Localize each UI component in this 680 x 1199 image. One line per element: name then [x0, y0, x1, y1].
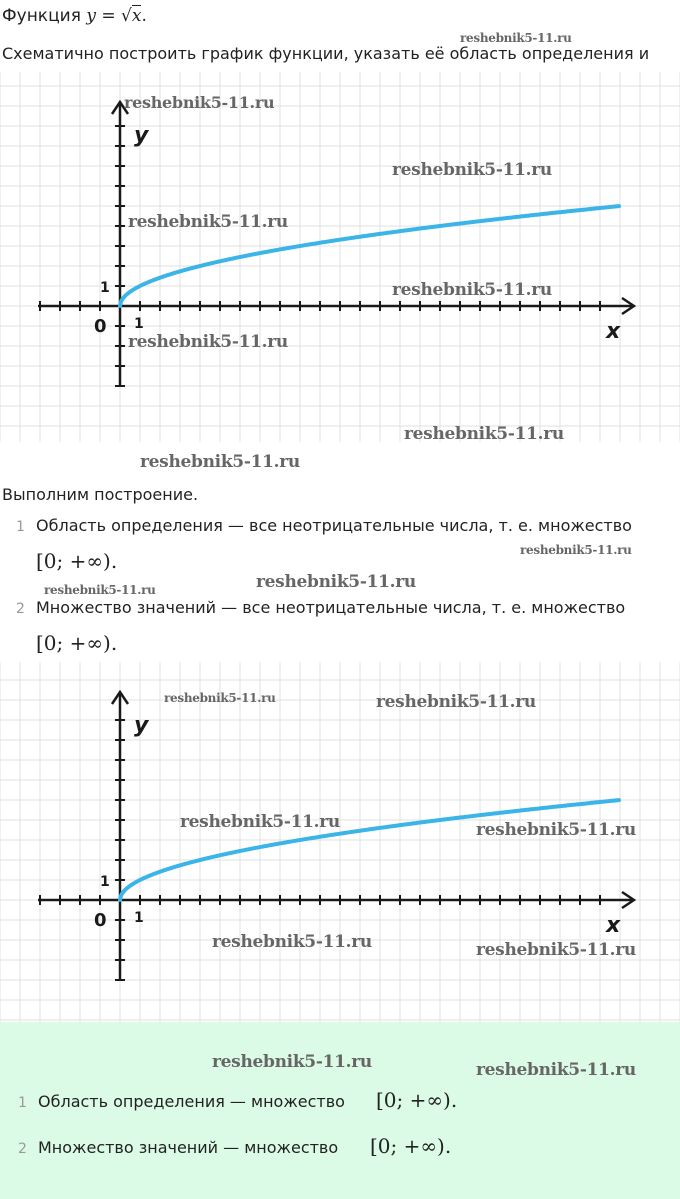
watermark: reshebnik5-11.ru: [520, 543, 632, 557]
watermark: reshebnik5-11.ru: [376, 692, 536, 712]
title-prefix: Функция: [2, 6, 81, 26]
watermark: reshebnik5-11.ru: [392, 280, 552, 300]
solution-item-math: [0; +∞).: [36, 631, 118, 655]
tick-x-label: 1: [134, 316, 144, 332]
formula-radicand: x: [131, 6, 142, 26]
answer-item-text: Множество значений — множество: [38, 1138, 339, 1157]
formula-var: y: [86, 6, 96, 26]
answer-item-text: Область определения — множество: [38, 1092, 345, 1111]
watermark: reshebnik5-11.ru: [44, 583, 156, 597]
watermark: reshebnik5-11.ru: [180, 812, 340, 832]
answer-box: [0, 1022, 680, 1199]
watermark: reshebnik5-11.ru: [476, 1060, 636, 1080]
solution-item-text: Область определения — все неотрицательные числа, т. е. множество: [36, 516, 632, 535]
graph-1-svg: [0, 72, 680, 442]
solution-item-math: [0; +∞).: [36, 549, 118, 573]
watermark: reshebnik5-11.ru: [212, 932, 372, 952]
solution-item-number: 2: [16, 601, 25, 617]
formula-eq: =: [101, 6, 116, 26]
origin-label: 0: [94, 316, 107, 337]
problem-title: [2, 6, 147, 26]
solution-intro: Выполним построение.: [2, 485, 199, 504]
watermark: reshebnik5-11.ru: [256, 572, 416, 592]
graph-2-svg: [0, 662, 680, 1022]
sqrt-icon: √: [121, 6, 132, 26]
answer-item-number: 2: [18, 1141, 27, 1157]
watermark: reshebnik5-11.ru: [164, 691, 276, 705]
graph-2: [0, 662, 680, 1022]
task-text: Схематично построить график функции, указать её область определения и: [2, 44, 650, 63]
watermark: reshebnik5-11.ru: [460, 31, 572, 45]
watermark: reshebnik5-11.ru: [476, 820, 636, 840]
watermark: reshebnik5-11.ru: [476, 940, 636, 960]
watermark: reshebnik5-11.ru: [124, 93, 275, 112]
axis-y-label: y: [134, 713, 149, 738]
axis-y-label: y: [134, 123, 149, 148]
tick-y-label: 1: [100, 874, 110, 890]
tick-x-label: 1: [134, 910, 144, 926]
origin-label: 0: [94, 910, 107, 931]
formula-end: .: [141, 6, 147, 26]
watermark: reshebnik5-11.ru: [404, 424, 564, 444]
watermark: reshebnik5-11.ru: [128, 332, 288, 352]
graph-1: [0, 72, 680, 442]
grid: [0, 72, 680, 442]
watermark: reshebnik5-11.ru: [212, 1052, 372, 1072]
solution-item-number: 1: [16, 519, 25, 535]
watermark: reshebnik5-11.ru: [392, 160, 552, 180]
tick-y-label: 1: [100, 280, 110, 296]
watermark: reshebnik5-11.ru: [140, 452, 300, 472]
axis-x-label: x: [606, 913, 621, 938]
answer-item-math: [0; +∞).: [370, 1134, 452, 1158]
watermark: reshebnik5-11.ru: [128, 212, 288, 232]
solution-item-text: Множество значений — все неотрицательные числа, т. е. множество: [36, 598, 626, 617]
answer-item-math: [0; +∞).: [376, 1088, 458, 1112]
axis-x-label: x: [606, 319, 621, 344]
grid: [0, 662, 680, 1022]
answer-item-number: 1: [18, 1095, 27, 1111]
